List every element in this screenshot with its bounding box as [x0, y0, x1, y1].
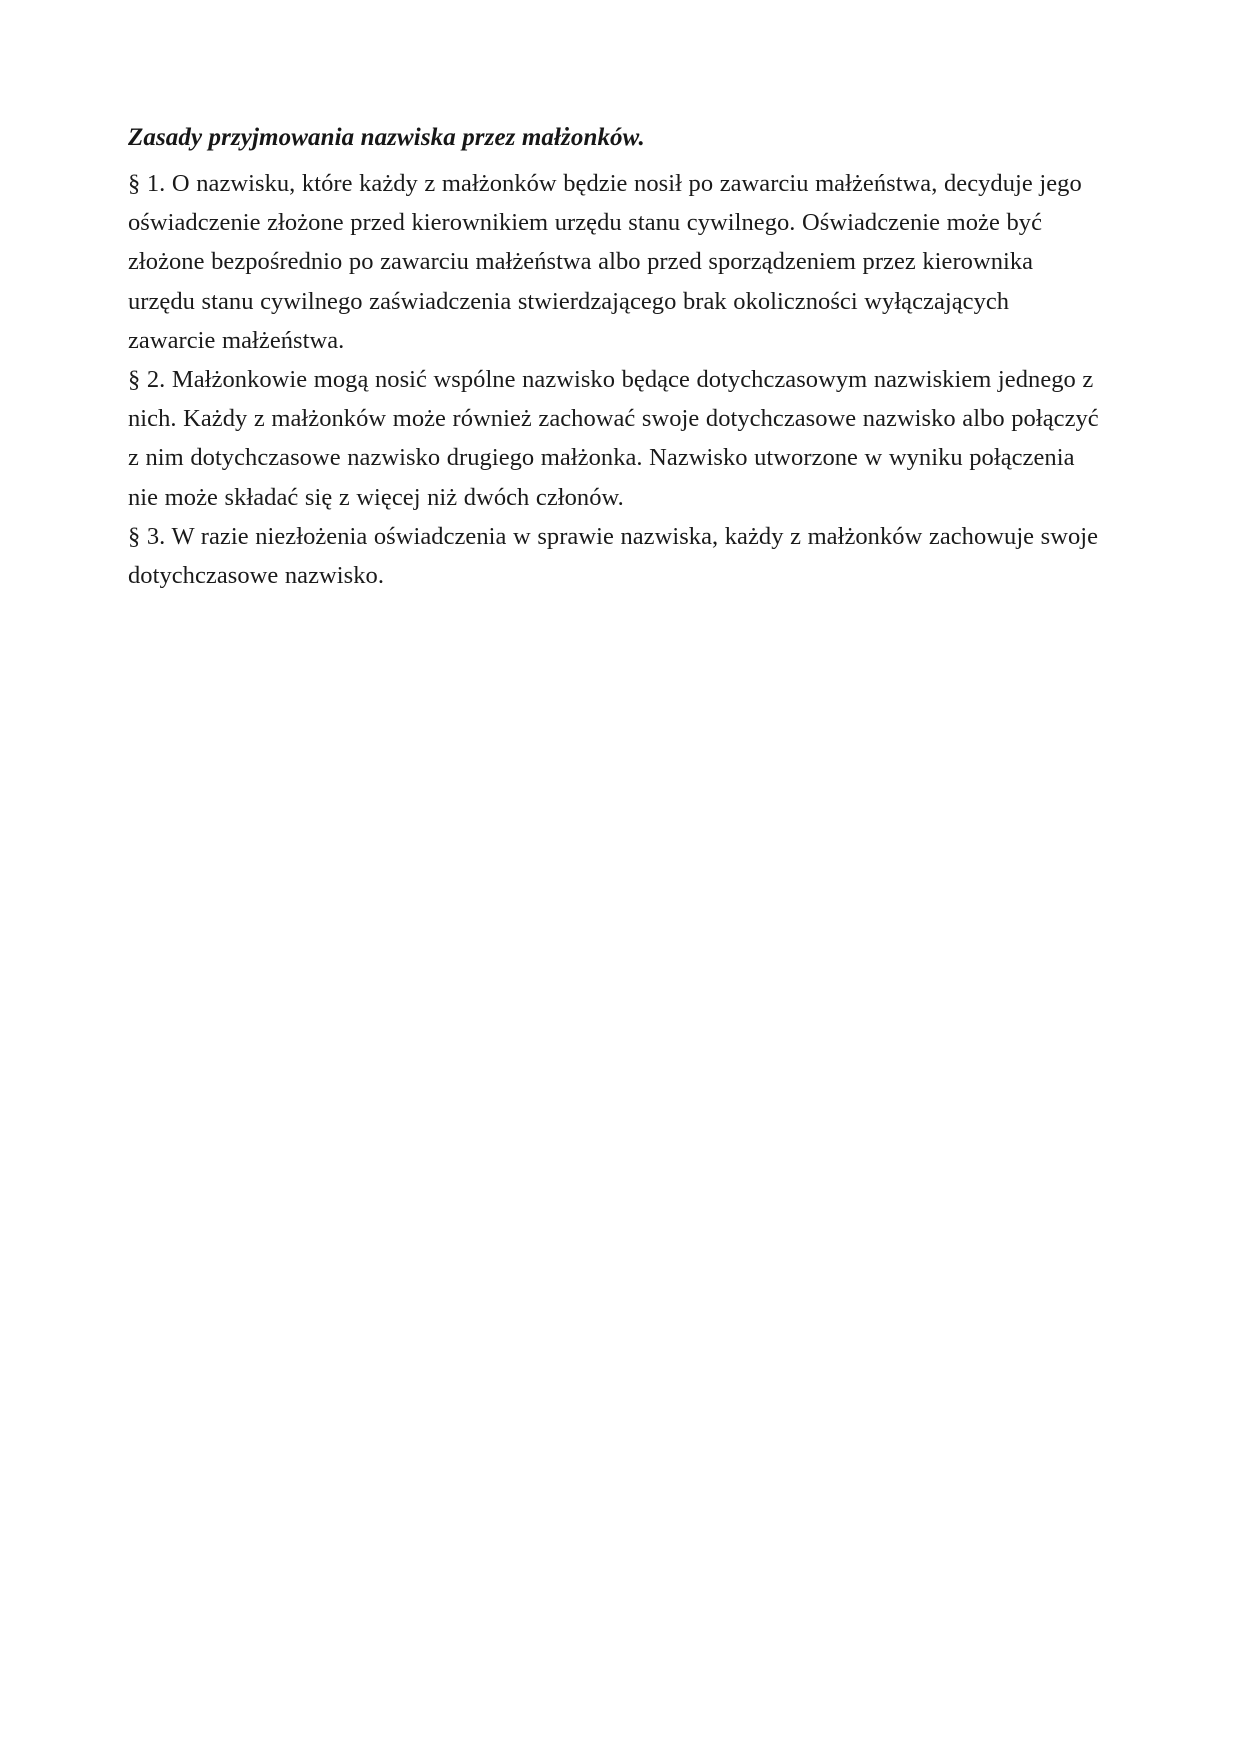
paragraph-section-1: § 1. O nazwisku, które każdy z małżonków będzie nosił po zawarciu małżeństwa, decyduje jego oświadczenie złożone przed kierownikiem urzędu stanu cywilnego. Oświadczenie może być złożone bezpośrednio po zawarciu małżeństwa albo przed sporządzeniem przez kierownika urzędu stanu cywilnego zaświadczenia stwierdzającego brak okoliczności wyłączających zawarcie małżeństwa.: [128, 170, 1082, 354]
document-text-body: [128, 118, 1099, 595]
page-title: Zasady przyjmowania nazwiska przez małżonków.: [128, 124, 645, 151]
paragraph-section-3: § 3. W razie niezłożenia oświadczenia w sprawie nazwiska, każdy z małżonków zachowuje swoje dotychczasowe nazwisko.: [128, 522, 1099, 590]
paragraph-section-2: § 2. Małżonkowie mogą nosić wspólne nazwisko będące dotychczasowym nazwiskiem jednego z nich. Każdy z małżonków może również zachować swoje dotychczasowe nazwisko albo połączyć z nim dotychczasowe nazwisko drugiego małżonka. Nazwisko utworzone w wyniku połączenia nie może składać się z więcej niż dwóch członów.: [128, 366, 1099, 511]
